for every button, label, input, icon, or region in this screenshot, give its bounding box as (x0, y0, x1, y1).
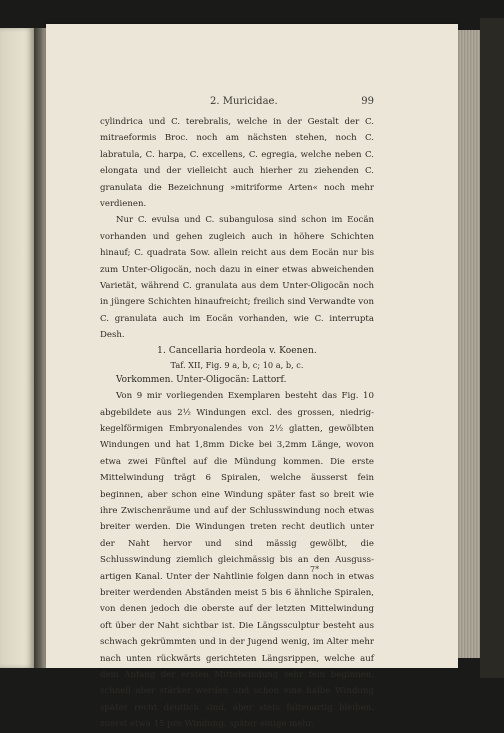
species-heading: 1. Cancellaria hordeola v. Koenen. (157, 345, 317, 356)
left-page-edge (0, 28, 34, 668)
running-header (100, 96, 374, 110)
section-title: 2. Muricidae. (210, 96, 278, 107)
paragraph-1: cylindrica und C. terebralis, welche in der Gestalt der C. mitraeformis Broc. noch am nächsten stehen, noch C. labratula, C. harpa, C. excellens, C. egregia, welche neben C. elongata und der vielleicht auch hierher zu ziehenden C. granulata die Bezeichnung »mitriforme Arten« noch mehr verdienen. (100, 117, 374, 210)
paragraph-3: Von 9 mir vorliegenden Exemplaren besteht das Fig. 10 abgebildete aus 2½ Windungen excl. des grossen, niedrig-kegelförmigen Embryonalendes von 2½ glatten, gewölbten Windungen und hat 1,8mm Dicke bei 3,2mm Länge, wovon etwa zwei Fünftel auf die Mündung kommen. Die erste Mittelwindung trägt 6 Spiralen, welche äusserst fein beginnen, aber schon eine Windung später fast so breit wie ihre Zwischenräume und auf der Schlusswindung noch etwas breiter werden. Die Windungen treten recht deutlich unter der Naht hervor und sind mässig gewölbt, die Schlusswindung ziemlich gleichmässig bis an den Ausguss-artigen Kanal. Unter der Nahtlinie folgen dann noch in etwas breiter werdenden Abständen meist 5 bis 6 ähnliche Spiralen, von denen jedoch die oberste auf der letzten Mittelwindung oft über der Naht sichtbar ist. Die Längssculptur besteht aus schwach gekrümmten und in der Jugend wenig, im Alter mehr nach unten rückwärts gerichteten Längsrippen, welche auf dem Anfang der ersten Mittelwindung sehr fein beginnen, schnell aber stärker werden und schon eine halbe Windung später recht deutlich sind, aber stets faltenartig bleiben, zuerst etwa 15 pro Windung, später einige mehr; (100, 391, 374, 730)
book-cover (480, 18, 504, 678)
signature-mark: 7* (310, 565, 320, 574)
paragraph-2: Nur C. evulsa und C. subangulosa sind schon im Eocän vorhanden und gehen zugleich auch in höhere Schichten hinauf; C. quadrata Sow. allein reicht aus dem Eocän nur bis zum Unter-Oligocän, noch dazu in einer etwas abweichenden Varietät, während C. granulata aus dem Unter-Oligocän noch in jüngere Schichten hinaufreicht; freilich sind Verwandte von C. granulata auch im Eocän vorhanden, wie C. interrupta Desh. (100, 215, 374, 341)
page-stack-edges (458, 30, 480, 658)
plate-reference: Taf. XII, Fig. 9 a, b, c; 10 a, b, c. (170, 359, 304, 370)
page-number: 99 (361, 96, 374, 107)
occurrence-line: Vorkommen. Unter-Oligocän: Lattorf. (116, 374, 287, 385)
book-gutter (34, 28, 46, 668)
body-text (100, 114, 374, 733)
